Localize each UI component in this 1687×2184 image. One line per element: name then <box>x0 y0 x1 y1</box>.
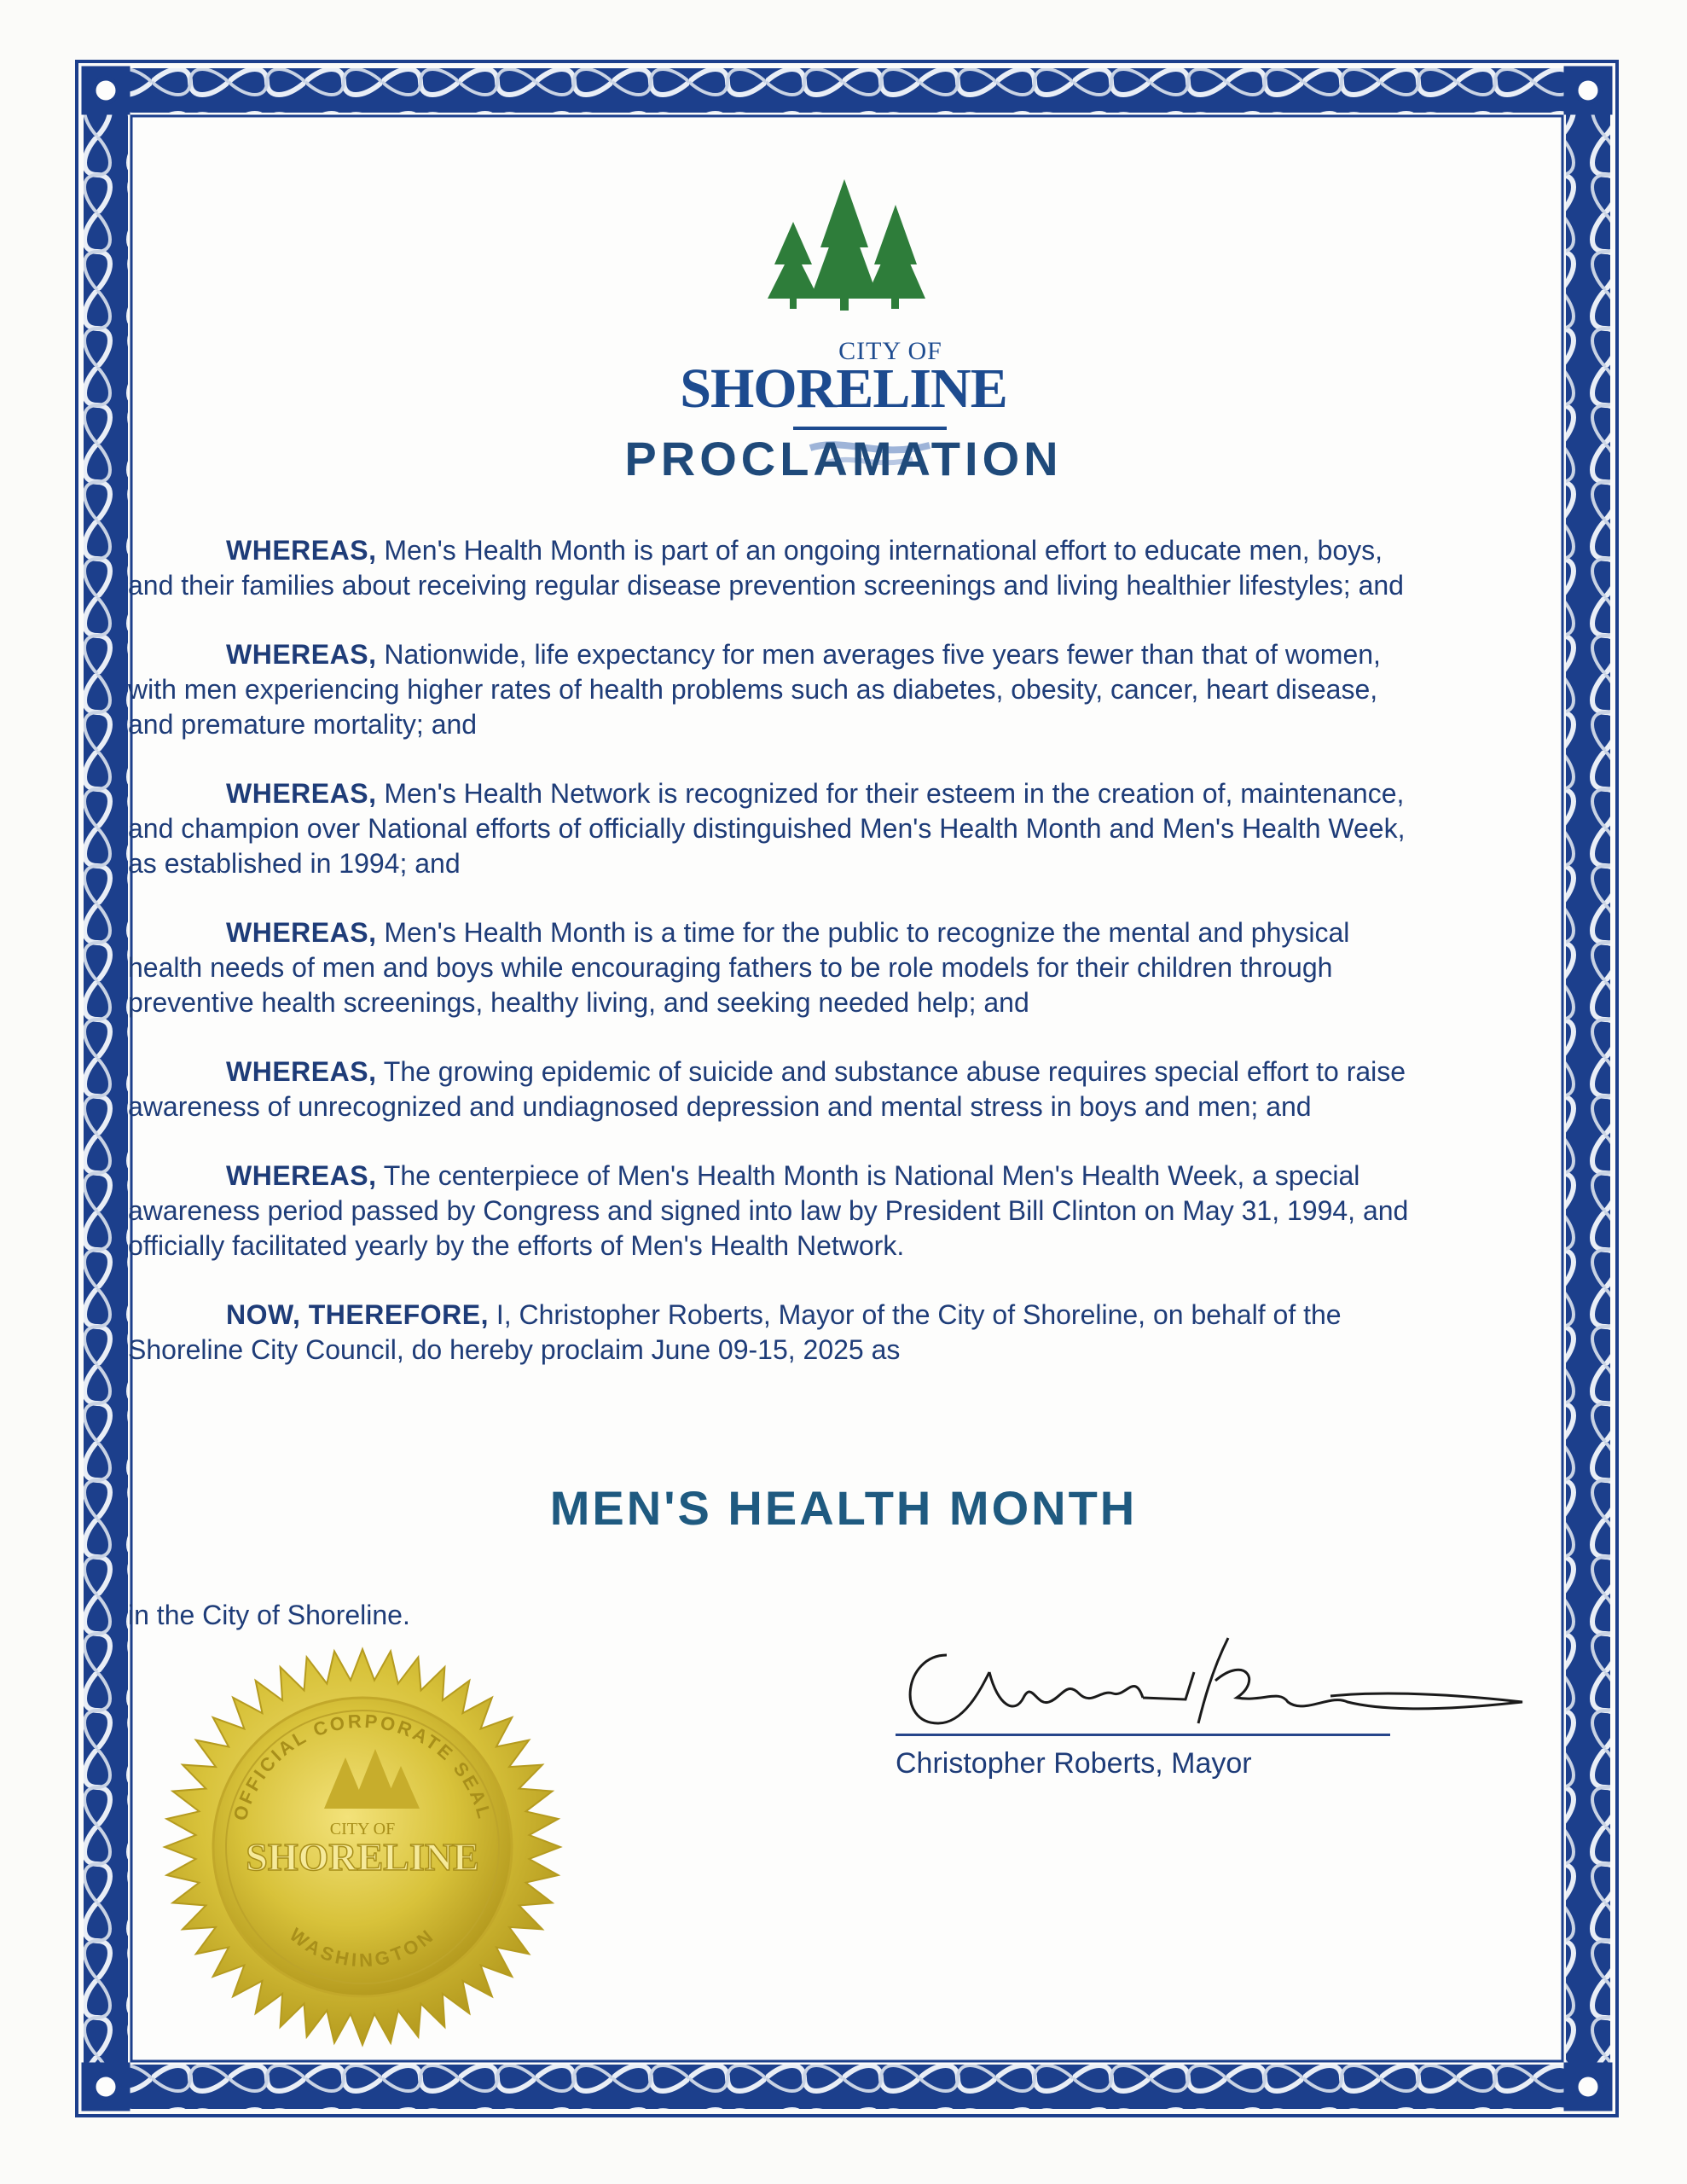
logo-city-name: SHORELINE <box>680 357 1007 420</box>
paragraph-5 <box>128 1054 1416 1124</box>
signatory-name: Christopher Roberts, Mayor <box>896 1747 1252 1780</box>
paragraph-text: Men's Health Month is a time for the public to recognize the mental and physical health needs of men and boys while encouraging fathers to be role models for their children through preventive health screenings, healthy living, and seeking needed help; and <box>128 917 1350 1018</box>
paragraph-4 <box>128 915 1416 1020</box>
page-title: PROCLAMATION <box>624 432 1063 485</box>
paragraph-lead: WHEREAS, <box>226 1056 377 1087</box>
paragraph-text: The centerpiece of Men's Health Month is National Men's Health Week, a special awareness period passed by Congress and signed into law by President Bill Clinton on May 31, 1994, and officially facilitated yearly by the efforts of Men's Health Network. <box>128 1160 1409 1261</box>
paragraph-6 <box>128 1159 1416 1263</box>
paragraph-lead: WHEREAS, <box>226 778 377 809</box>
proclaimed-title: MEN'S HEALTH MONTH <box>549 1481 1138 1535</box>
paragraph-text: Men's Health Month is part of an ongoing international effort to educate men, boys, and their families about receiving regular disease prevention screenings and living healthier lifestyles; and <box>128 535 1404 601</box>
trees-icon <box>742 171 947 341</box>
seal-city-of: CITY OF <box>329 1820 396 1838</box>
signature-line <box>896 1734 1390 1736</box>
paragraph-lead: WHEREAS, <box>226 535 377 566</box>
paragraph-7 <box>128 1298 1416 1368</box>
seal-city-name: SHORELINE <box>246 1835 479 1879</box>
seal-bottom-text: WASHINGTON <box>285 1923 440 1972</box>
city-logo <box>128 171 1559 420</box>
logo-city-of: CITY OF <box>838 337 942 365</box>
paragraph-3 <box>128 776 1416 881</box>
paragraph-lead: WHEREAS, <box>226 917 377 948</box>
paragraph-lead: NOW, THEREFORE, <box>226 1299 489 1330</box>
paragraph-2 <box>128 637 1416 742</box>
whereas-list <box>128 533 1416 1402</box>
paragraph-lead: WHEREAS, <box>226 1160 377 1191</box>
paragraph-1 <box>128 533 1416 603</box>
gold-seal-icon <box>162 1647 563 2048</box>
paragraph-text: I, Christopher Roberts, Mayor of the City of Shoreline, on behalf of the Shoreline City Council, do hereby proclaim June 09-15, 2025 as <box>128 1299 1342 1365</box>
paragraph-lead: WHEREAS, <box>226 639 377 670</box>
closing-line: in the City of Shoreline. <box>128 1600 410 1630</box>
proclamation-body <box>128 119 1559 2056</box>
signature-icon <box>887 1621 1535 1740</box>
paragraph-text: The growing epidemic of suicide and substance abuse requires special effort to raise awareness of unrecognized and undiagnosed depression and mental stress in boys and men; and <box>128 1056 1406 1122</box>
seal-top-text: OFFICIAL CORPORATE SEAL <box>229 1710 496 1823</box>
paragraph-text: Nationwide, life expectancy for men averages five years fewer than that of women, with men experiencing higher rates of health problems such as diabetes, obesity, cancer, heart disease, and premature mortality; and <box>128 639 1381 740</box>
signature-block <box>827 1621 1527 1792</box>
paragraph-text: Men's Health Network is recognized for their esteem in the creation of, maintenance, and champion over National efforts of officially distinguished Men's Health Month and Men's Health Week, as established in 1994; and <box>128 778 1406 879</box>
